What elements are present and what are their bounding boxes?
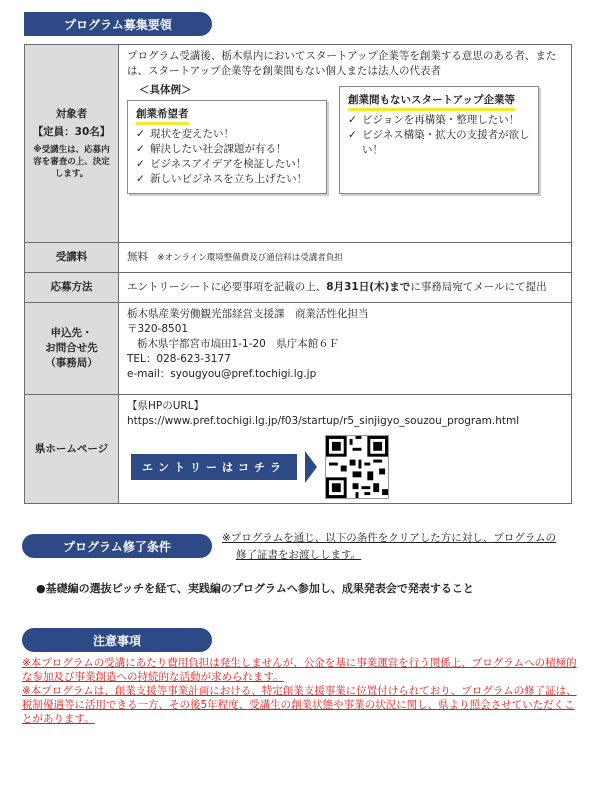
- completion-note: [222, 530, 556, 564]
- contact-label-cell: [25, 303, 119, 395]
- guidelines-section-title: プログラム募集要領: [24, 12, 212, 36]
- list-item: ✓ 解決したい社会課題が有る！: [136, 142, 318, 157]
- example-heading: ＜具体例＞: [139, 84, 192, 96]
- apply-value-cell: [119, 273, 572, 303]
- homepage-url-link[interactable]: https://www.pref.tochigi.lg.jp/f03/startup/r5_sinjigyo_souzou_program.html: [127, 415, 520, 427]
- contact-address: 栃木県宇都宮市塙田1-1-20 県庁本館６Ｆ: [137, 338, 340, 350]
- fee-value-cell: [119, 243, 572, 273]
- list-item: ✓ ビジョンを再構築・整理したい！: [348, 113, 530, 128]
- target-label: 対象者: [55, 108, 88, 120]
- fee-note: ※オンライン環境整備費及び通信料は受講者負担: [157, 252, 343, 263]
- homepage-value-cell: [119, 395, 572, 504]
- target-description: プログラム受講後、栃木県内においてスタートアップ企業等を創業する意思のある者、または、スタートアップ企業等を創業間もない個人または法人の代表者: [127, 50, 557, 77]
- apply-text-after: に事務局宛てメールにて提出: [410, 281, 547, 293]
- completion-section-title: プログラム修了条件: [22, 534, 212, 558]
- caution-item-1: ※本プログラムの受講にあたり費用負担は発生しませんが、公金を基に事業運営を行う関係上、プログラムへの積極的な参加及び事業創造への持続的な活動が求められます。: [22, 657, 577, 683]
- table-row-apply: [25, 273, 572, 303]
- arrow-right-icon: [305, 451, 317, 483]
- apply-deadline: 8月31日(木)まで: [326, 281, 411, 293]
- contact-tel: TEL：028-623-3177: [127, 353, 231, 365]
- cautions-block: [22, 656, 578, 726]
- list-item: ✓ 現状を変えたい！: [136, 127, 318, 142]
- table-row-homepage: [25, 395, 572, 504]
- guidelines-table: [24, 44, 572, 504]
- table-row-fee: [25, 243, 572, 273]
- notes-section-title: 注意事項: [22, 628, 212, 652]
- apply-label: 応募方法: [25, 273, 119, 303]
- contact-label-2: お問合せ先: [45, 342, 98, 354]
- qr-code-icon[interactable]: [325, 435, 389, 499]
- contact-zip: 〒320-8501: [127, 323, 189, 335]
- example-box-aspiring: [127, 100, 327, 194]
- list-item: ✓ ビジネス構築・拡大の支援者が欲しい！: [348, 128, 530, 158]
- table-row-target: [25, 45, 572, 243]
- target-value-cell: [119, 45, 572, 243]
- completion-note-line-1: ※プログラムを通じ、以下の条件をクリアした方に対し、プログラムの: [222, 532, 557, 544]
- fee-value: 無料: [127, 250, 148, 263]
- contact-label-1: 申込先・: [50, 327, 93, 339]
- example-box-startup: [339, 86, 539, 194]
- contact-email[interactable]: e-mail：syougyou@pref.tochigi.lg.jp: [127, 368, 317, 380]
- table-row-contact: [25, 303, 572, 395]
- contact-value-cell: [119, 303, 572, 395]
- target-note: ※受講生は、応募内容を審査の上、決定します。: [33, 145, 110, 179]
- homepage-label: 県ホームページ: [25, 395, 119, 504]
- caution-item-2: ※本プログラムは、創業支援等事業計画における、特定創業支援事業に位置付けられており、プログラムの修了証は、税制優遇等に活用できる一方、その後5年程度、受講生の創業状態や事業の状況に関し、県より照会させていただくことがあります。: [22, 685, 577, 725]
- example-box-startup-title: 創業間もないスタートアップ企業等: [348, 93, 515, 111]
- fee-label: 受講料: [25, 243, 119, 273]
- contact-label-3: （事務局）: [45, 357, 98, 369]
- completion-condition: ●基礎編の選抜ピッチを経て、実践編のプログラムへ参加し、成果発表会で発表すること: [36, 582, 474, 595]
- completion-note-line-2: 修了証書をお渡しします。: [236, 549, 362, 561]
- capacity-label: 【定員：30名】: [32, 126, 111, 138]
- entry-button[interactable]: エントリーはコチラ: [131, 454, 297, 480]
- target-label-cell: [25, 45, 119, 243]
- example-box-aspiring-title: 創業希望者: [136, 107, 189, 125]
- list-item: ✓ ビジネスアイデアを検証したい！: [136, 157, 318, 172]
- apply-text: エントリーシートに必要事項を記載の上、: [127, 281, 327, 293]
- homepage-heading: 【県HPのURL】: [127, 400, 205, 412]
- contact-org: 栃木県産業労働観光部経営支援課 商業活性化担当: [127, 308, 369, 320]
- list-item: ✓ 新しいビジネスを立ち上げたい！: [136, 172, 318, 187]
